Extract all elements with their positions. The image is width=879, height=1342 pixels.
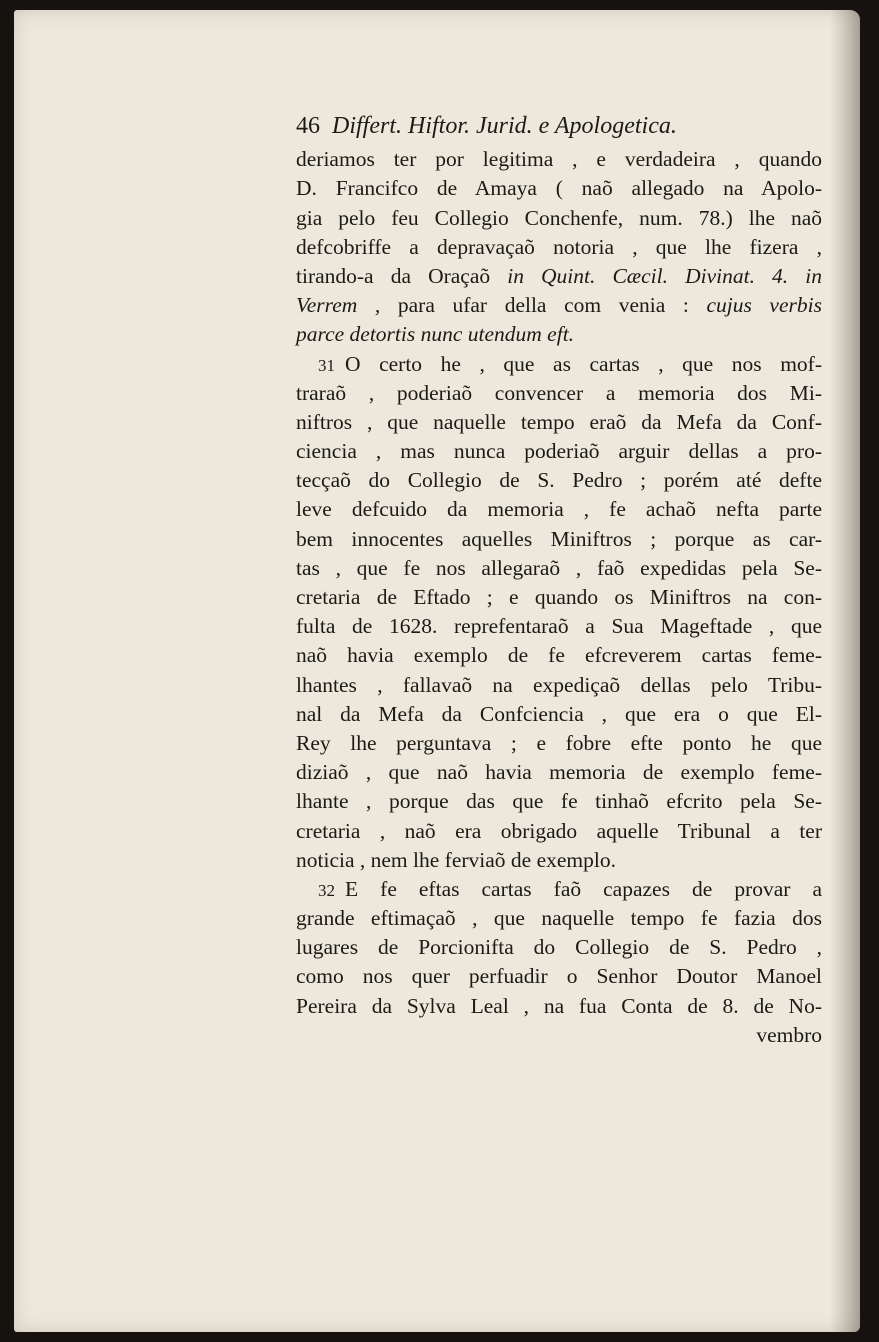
text-line: D. Francifco de Amaya ( naõ allegado na Apolo- [296,176,822,201]
paragraph-31-line: nal da Mefa da Confciencia , que era o que El- [296,701,822,726]
italic-quote: parce detortis nunc utendum eft. [296,322,575,347]
italic-citation: in Quint. Cæcil. Divinat. 4. in [507,263,822,288]
paragraph-31-line: bem innocentes aquelles Miniftros ; porque as car- [296,526,822,551]
paragraph-31-line: niftros , que naquelle tempo eraõ da Mefa da Conf- [296,409,822,434]
italic-citation: Verrem , [296,293,381,318]
running-title: Differt. Hiftor. Jurid. e Apologetica. [332,113,677,139]
paragraph-31-line: diziaõ , que naõ havia memoria de exemplo feme- [296,760,822,785]
paragraph-32-line [296,875,822,904]
running-head [296,112,822,141]
paragraph-31-line: tecçaõ do Collegio de S. Pedro ; porém até defte [296,468,822,493]
paragraph-31-line: ciencia , mas nunca poderiaõ arguir dellas a pro- [296,439,822,464]
paragraph-number: 32 [318,880,335,900]
paragraph-31-line: fulta de 1628. reprefentaraõ a Sua Mageftade , que [296,614,822,639]
paragraph-31-line: Rey lhe perguntava ; e fobre efte ponto he que [296,730,822,755]
page-number: 46 [296,113,320,139]
text-run: tirando-a da Oraçaõ [296,263,508,288]
paragraph-31-line [296,350,822,379]
italic-quote: cujus verbis [706,293,822,318]
text-line [296,291,822,320]
text-line: gia pelo feu Collegio Conchenfe, num. 78.) lhe naõ [296,205,822,230]
page-edge-shadow [830,10,860,1332]
paragraph-31-line: lhantes , fallavaõ na expediçaõ dellas pelo Tribu- [296,672,822,697]
text-run: E fe eftas cartas faõ capazes de provar a [345,876,822,901]
paragraph-31-line: tas , que fe nos allegaraõ , faõ expedidas pela Se- [296,555,822,580]
paragraph-31-line: traraõ , poderiaõ convencer a memoria dos Mi- [296,380,822,405]
paragraph-31-line: noticia , nem lhe ferviaõ de exemplo. [296,847,616,872]
text-line: deriamos ter por legitima , e verdadeira , quando [296,147,822,172]
paragraph-32-line: lugares de Porcionifta do Collegio de S. Pedro , [296,935,822,960]
paragraph-32-line: Pereira da Sylva Leal , na fua Conta de 8. de No- [296,993,822,1018]
text-block [296,112,822,1050]
paragraph-31-line: leve defcuido da memoria , fe achaõ nefta parte [296,497,822,522]
paragraph-31-line: cretaria , naõ era obrigado aquelle Tribunal a ter [296,818,822,843]
paragraph-31-line: lhante , porque das que fe tinhaõ efcrito pela Se- [296,789,822,814]
text-run: para ufar della com venia : [380,293,707,318]
catchword: vembro [756,1022,822,1047]
text-line [296,262,822,291]
paragraph-31-line: naõ havia exemplo de fe efcreverem cartas feme- [296,643,822,668]
paragraph-32-line: como nos quer perfuadir o Senhor Doutor Manoel [296,964,822,989]
text-run: O certo he , que as cartas , que nos mof- [345,351,822,376]
text-line: defcobriffe a depravaçaõ notoria , que lhe fizera , [296,234,822,259]
paragraph-number: 31 [318,355,335,375]
text-line [296,320,822,349]
paragraph-31-line: cretaria de Eftado ; e quando os Miniftros na con- [296,585,822,610]
paragraph-32-line: grande eftimaçaõ , que naquelle tempo fe fazia dos [296,906,822,931]
